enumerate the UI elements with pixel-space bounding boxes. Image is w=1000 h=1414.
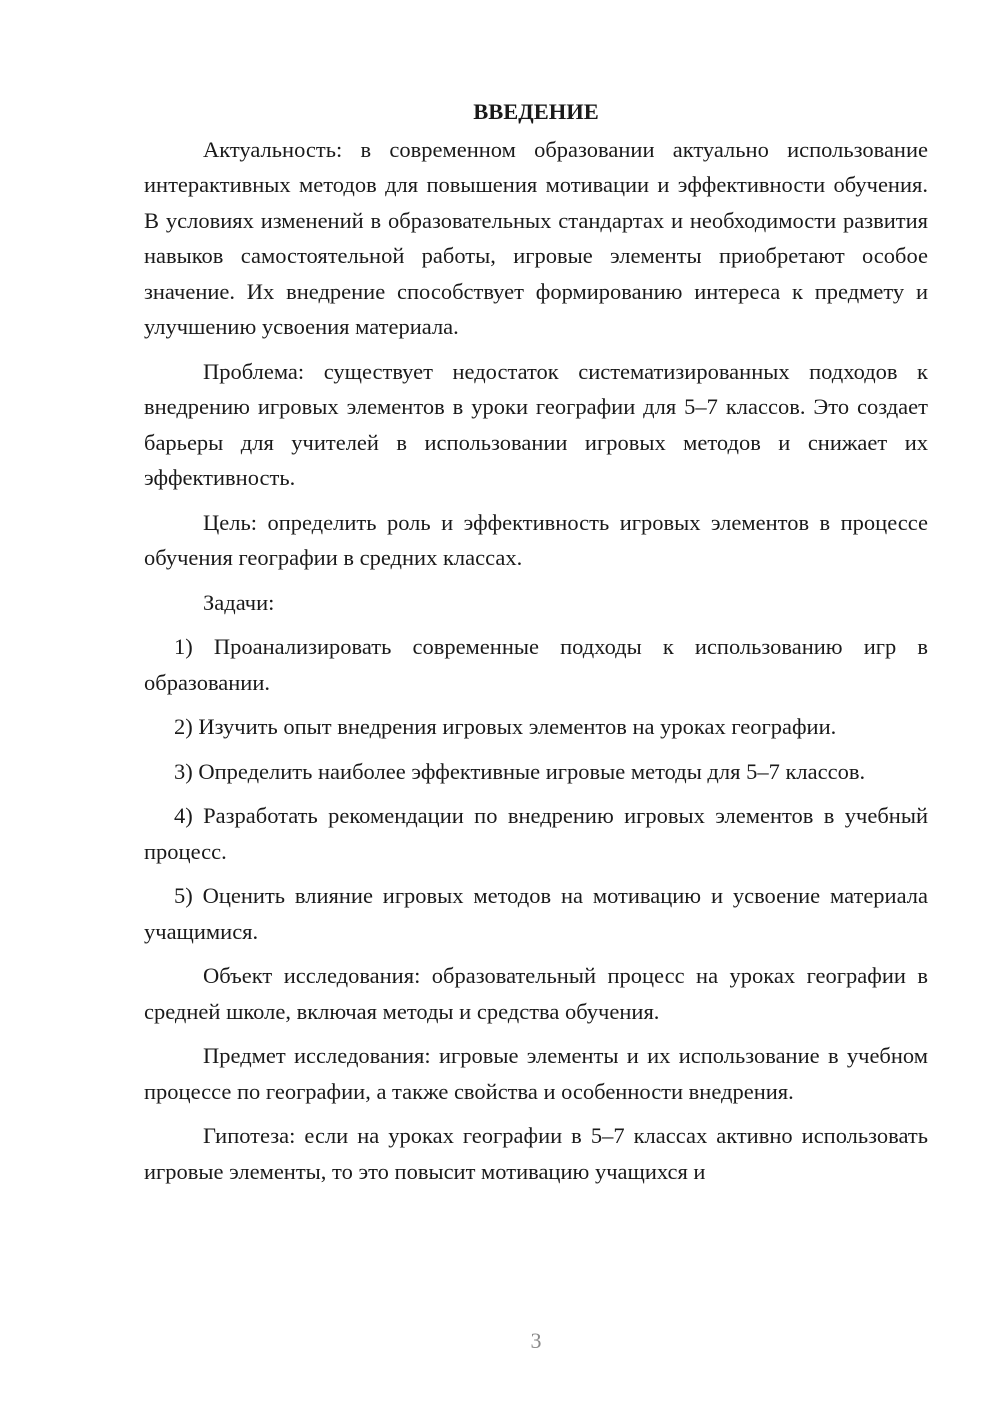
page-content <box>144 94 928 1198</box>
task-item: 1) Проанализировать современные подходы к использованию игр в образовании. <box>144 634 928 695</box>
hypothesis-paragraph: Гипотеза: если на уроках географии в 5–7 классах активно использовать игровые элементы, то это повысит мотивацию учащихся и <box>144 1123 928 1184</box>
page-number: 3 <box>530 1328 542 1353</box>
tasks-label: Задачи: <box>203 589 275 615</box>
object-paragraph: Объект исследования: образовательный процесс на уроках географии в средней школе, включая методы и средства обучения. <box>144 963 928 1024</box>
problem-paragraph: Проблема: существует недостаток систематизированных подходов к внедрению игровых элементов в уроки географии для 5–7 классов. Это создает барьеры для учителей в использовании игровых методов и снижает их эффективность. <box>144 358 928 490</box>
task-item: 5) Оценить влияние игровых методов на мотивацию и усвоение материала учащимися. <box>144 883 928 944</box>
relevance-paragraph: Актуальность: в современном образовании актуально использование интерактивных методов для повышения мотивации и эффективности обучения. В условиях изменений в образовательных стандартах и необходимости развития навыков самостоятельной работы, игровые элементы приобретают особое значение. Их внедрение способствует формированию интереса к предмету и улучшению усвоения материала. <box>144 136 928 339</box>
task-item: 3) Определить наиболее эффективные игровые методы для 5–7 классов. <box>174 758 866 784</box>
section-heading: ВВЕДЕНИЕ <box>473 99 599 124</box>
task-item: 2) Изучить опыт внедрения игровых элементов на уроках географии. <box>174 714 837 739</box>
task-item: 4) Разработать рекомендации по внедрению игровых элементов в учебный процесс. <box>144 803 928 864</box>
subject-paragraph: Предмет исследования: игровые элементы и их использование в учебном процессе по географии, а также свойства и особенности внедрения. <box>144 1043 928 1104</box>
goal-paragraph: Цель: определить роль и эффективность игровых элементов в процессе обучения географии в средних классах. <box>144 509 928 570</box>
